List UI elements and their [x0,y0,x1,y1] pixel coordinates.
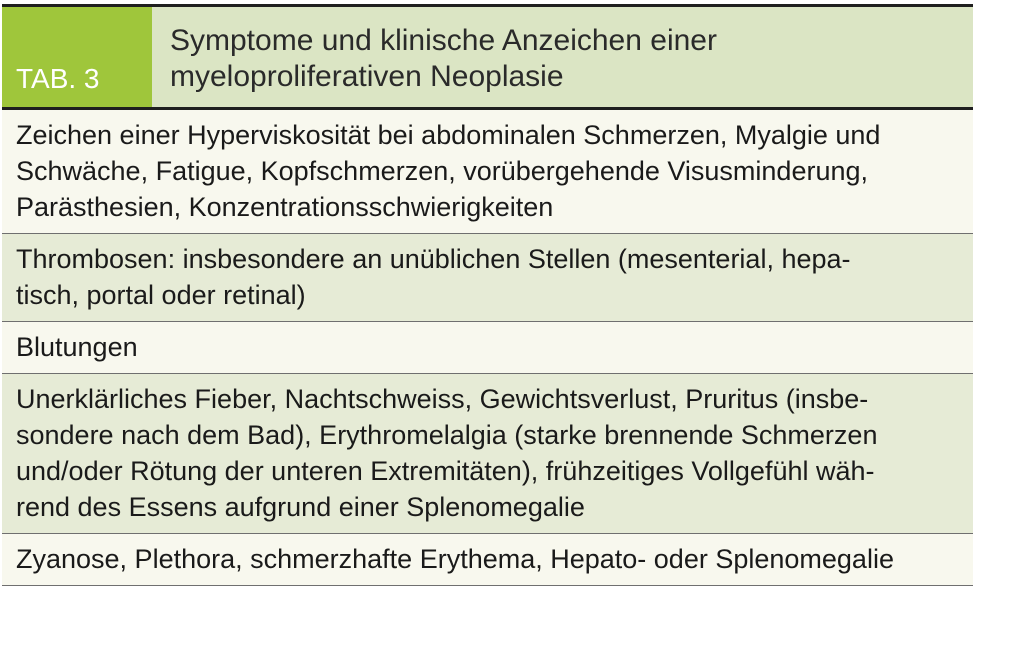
table-title-line-2: myeloproliferativen Neoplasie [170,60,564,93]
row-text-line: Schwäche, Fatigue, Kopfschmerzen, vorübergehende Visusminderung, [16,156,869,186]
table-row [2,322,973,374]
row-text-line: sondere nach dem Bad), Erythromelalgia (starke brennende Schmerzen [16,420,878,450]
row-text-line: rend des Essens aufgrund einer Splenomegalie [16,492,585,522]
row-text-line: Blutungen [16,332,138,362]
table-header [2,4,973,110]
table-row [2,234,973,322]
table-title [152,7,973,107]
table-row [2,534,973,586]
row-text-line: Unerklärliches Fieber, Nachtschweiss, Gewichtsverlust, Pruritus (insbe- [16,384,869,414]
table-row [2,374,973,534]
row-text-line: Zeichen einer Hyperviskosität bei abdominalen Schmerzen, Myalgie und [16,120,881,150]
table-row [2,110,973,234]
row-text-line: tisch, portal oder retinal) [16,280,306,310]
table-title-line-1: Symptome und klinische Anzeichen einer [170,24,717,57]
table-number-label [2,7,152,107]
row-text-line: Zyanose, Plethora, schmerzhafte Erythema, Hepato- oder Splenomegalie [16,544,894,574]
row-text-line: und/oder Rötung der unteren Extremitäten), frühzeitiges Vollgefühl wäh- [16,456,875,486]
row-text-line: Thrombosen: insbesondere an unüblichen Stellen (mesenterial, hepa- [16,244,851,274]
table-number-text: TAB. 3 [16,63,100,94]
symptom-table [2,4,973,586]
row-text-line: Parästhesien, Konzentrationsschwierigkeiten [16,192,554,222]
